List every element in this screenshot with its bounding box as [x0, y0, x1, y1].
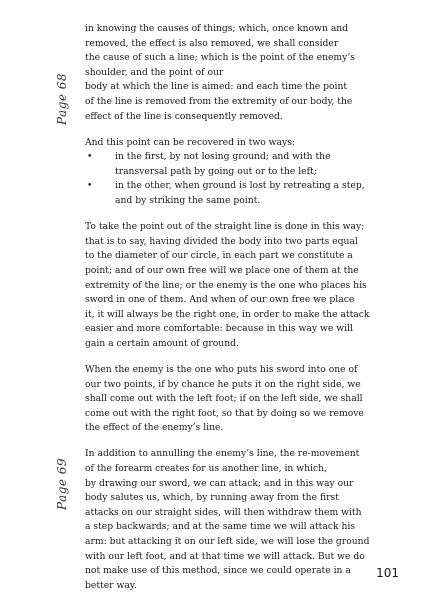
text-line: better way.	[85, 579, 137, 591]
text-line: point; and of our own free will we place one of them at the	[85, 264, 359, 276]
text-line: body at which the line is aimed: and each time the point	[85, 81, 348, 93]
text-line: gain a certain amount of ground.	[85, 337, 239, 349]
paragraph-5	[85, 447, 385, 593]
body-text	[85, 22, 385, 593]
text-line: arm: but attacking it on our left side, we will lose the ground	[85, 536, 370, 547]
text-line: in the other, when ground is lost by retreating a step,	[115, 180, 365, 192]
text-line: the effect of the enemy’s line.	[85, 422, 224, 434]
text-line: the cause of such a line; which is the point of the enemy’s	[85, 52, 355, 64]
text-line: with our left foot, and at that time we will attack. But we do	[85, 550, 365, 562]
text-line: a step backwards; and at the same time we will attack his	[85, 521, 356, 533]
text-line: it, it will always be the right one, in order to make the attack	[85, 308, 370, 320]
text-line: To take the point out of the straight line is done in this way;	[85, 221, 365, 233]
margin-note-page-68: Page 68	[55, 72, 69, 125]
text-line: body salutes us, which, by running away from the first	[85, 492, 339, 504]
text-line: to the diameter of our circle, in each part we constitute a	[85, 250, 353, 262]
text-line: that is to say, having divided the body into two parts equal	[85, 235, 358, 247]
text-line: removed, the effect is also removed, we shall consider	[85, 37, 339, 49]
paragraph-4	[85, 363, 385, 436]
text-line: And this point can be recovered in two ways:	[85, 136, 296, 148]
text-line: our two points, if by chance he puts it on the right side, we	[85, 378, 361, 390]
page-number: 101	[376, 566, 399, 580]
list-item	[85, 150, 385, 179]
text-line: of the line is removed from the extremity of our body, the	[85, 95, 353, 107]
text-line: shall come out with the left foot; if on the left side, we shall	[85, 393, 363, 405]
paragraph-2	[85, 136, 385, 209]
text-line: in knowing the causes of things; which, once known and	[85, 23, 349, 34]
text-line: effect of the line is consequently removed.	[85, 110, 283, 122]
text-line: and by striking the same point.	[115, 195, 261, 207]
text-line: When the enemy is the one who puts his sword into one of	[85, 363, 358, 375]
text-line: transversal path by going out or to the left;	[115, 165, 317, 177]
text-line: of the forearm creates for us another line, in which,	[85, 463, 327, 475]
text-line: shoulder, and the point of our	[85, 66, 224, 78]
margin-note-page-69: Page 69	[55, 457, 69, 510]
text-line: sword in one of them. And when of our own free we place	[85, 294, 355, 306]
paragraph-3	[85, 220, 385, 351]
text-line: by drawing our sword, we can attack; and in this way our	[85, 477, 354, 489]
bullet-marker: •	[87, 180, 93, 192]
text-line: extremity of the line; or the enemy is the one who places his	[85, 279, 367, 291]
text-line: attacks on our straight sides, will then withdraw them with	[85, 506, 362, 518]
bullet-marker: •	[87, 151, 93, 163]
text-line: in the first, by not losing ground; and with the	[115, 151, 331, 163]
text-line: not make use of this method, since we could operate in a	[85, 565, 351, 577]
text-line: easier and more comfortable: because in this way we will	[85, 323, 353, 335]
list-item	[85, 179, 385, 208]
bullet-list	[85, 150, 385, 208]
text-line: In addition to annulling the enemy’s line, the re-movement	[85, 448, 360, 460]
text-line: come out with the right foot, so that by doing so we remove	[85, 407, 364, 419]
paragraph-1	[85, 22, 385, 124]
